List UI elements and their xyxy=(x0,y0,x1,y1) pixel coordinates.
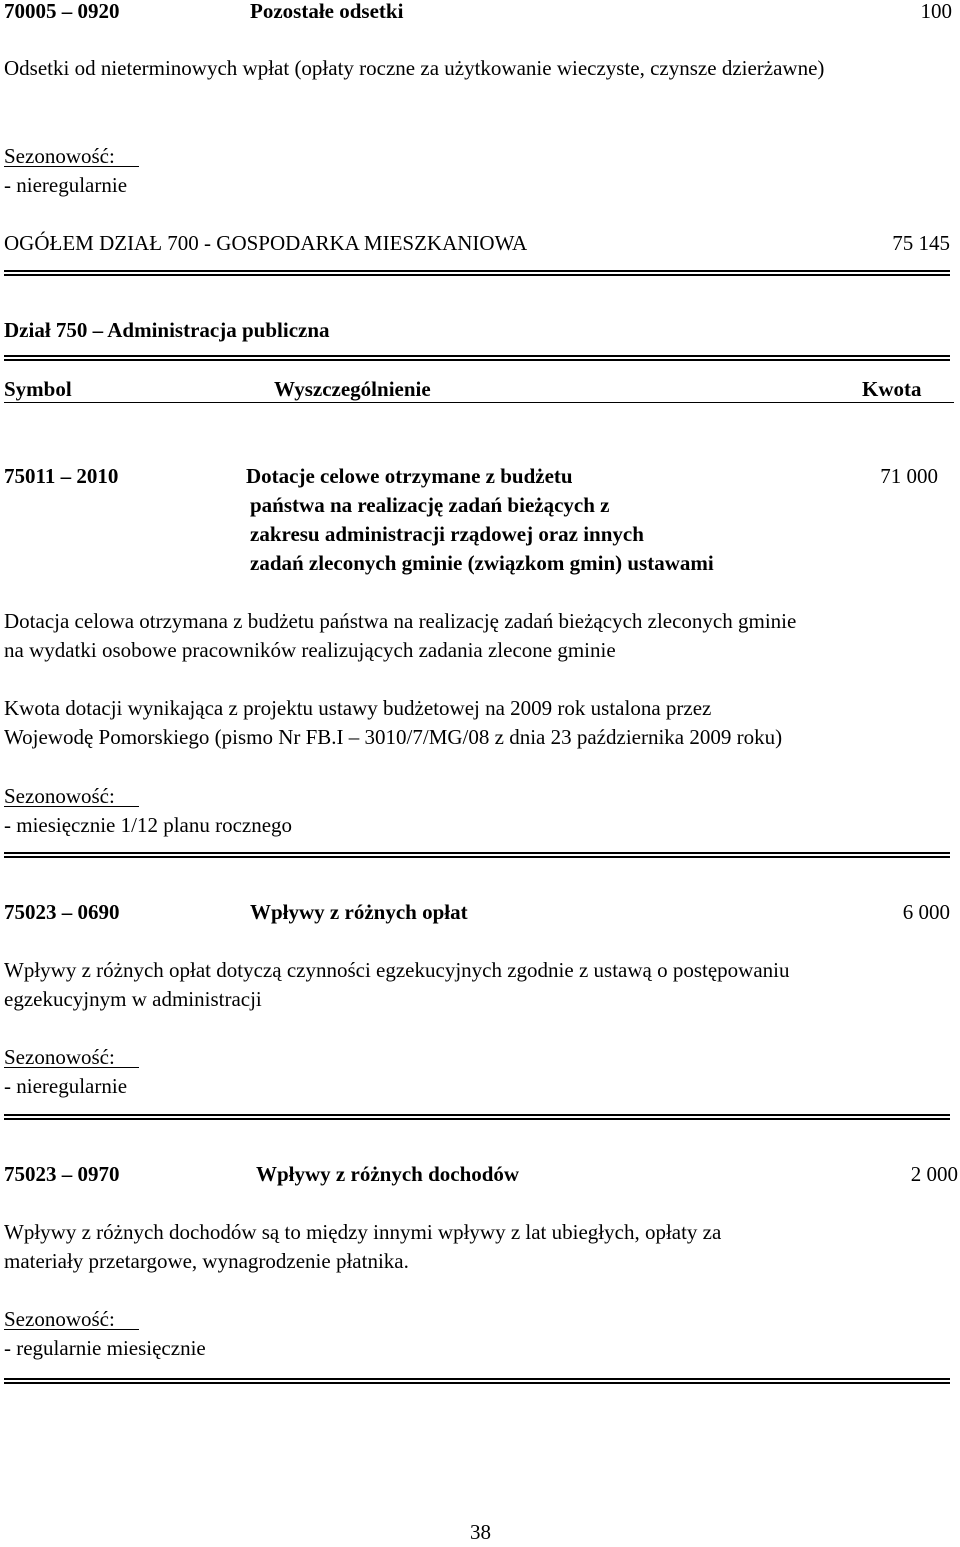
item-description-line: Wpływy z różnych dochodów są to między innymi wpływy z lat ubiegłych, opłaty za xyxy=(4,1220,722,1244)
seasonality-underline xyxy=(4,1067,139,1068)
header-amount: Kwota xyxy=(862,377,922,401)
page-number: 38 xyxy=(470,1520,491,1544)
item-code: 75011 – 2010 xyxy=(4,464,119,488)
item-amount: 71 000 xyxy=(880,464,938,488)
item-description-line: na wydatki osobowe pracowników realizujących zadania zlecone gminie xyxy=(4,638,616,662)
item-description-line: Wpływy z różnych opłat dotyczą czynności egzekucyjnych zgodnie z ustawą o postępowaniu xyxy=(4,958,790,982)
total-label: OGÓŁEM DZIAŁ 700 - GOSPODARKA MIESZKANIOWA xyxy=(4,231,528,255)
seasonality-label: Sezonowość: xyxy=(4,784,115,808)
item-title: Pozostałe odsetki xyxy=(250,0,404,23)
section-divider xyxy=(4,1378,950,1384)
seasonality-value: - nieregularnie xyxy=(4,173,128,197)
header-underline xyxy=(4,402,954,403)
item-description: Odsetki od nieterminowych wpłat (opłaty roczne za użytkowanie wieczyste, czynsze dzierżawne) xyxy=(4,56,825,80)
item-amount: 2 000 xyxy=(910,1162,958,1186)
item-note-line: Kwota dotacji wynikająca z projektu ustawy budżetowej na 2009 rok ustalona przez xyxy=(4,696,712,720)
header-symbol: Symbol xyxy=(4,377,72,401)
seasonality-underline xyxy=(4,1329,139,1330)
seasonality-label: Sezonowość: xyxy=(4,1045,115,1069)
seasonality-value: - regularnie miesięcznie xyxy=(4,1336,206,1360)
seasonality-value: - miesięcznie 1/12 planu rocznego xyxy=(4,813,293,837)
seasonality-label: Sezonowość: xyxy=(4,144,115,168)
item-amount: 6 000 xyxy=(902,900,950,924)
item-description-line: egzekucyjnym w administracji xyxy=(4,987,262,1011)
section-divider xyxy=(4,852,950,858)
seasonality-underline xyxy=(4,166,139,167)
total-amount: 75 145 xyxy=(892,231,950,255)
item-description-line: Dotacja celowa otrzymana z budżetu państwa na realizację zadań bieżących zleconych gminie xyxy=(4,609,797,633)
section-divider xyxy=(4,355,950,361)
item-code: 75023 – 0970 xyxy=(4,1162,120,1186)
item-code: 70005 – 0920 xyxy=(4,0,120,23)
section-divider xyxy=(4,1114,950,1120)
seasonality-value: - nieregularnie xyxy=(4,1074,128,1098)
item-note-line: Wojewodę Pomorskiego (pismo Nr FB.I – 3010/7/MG/08 z dnia 23 października 2009 roku) xyxy=(4,725,783,749)
item-title-line: Dotacje celowe otrzymane z budżetu xyxy=(246,464,573,488)
item-description-line: materiały przetargowe, wynagrodzenie płatnika. xyxy=(4,1249,409,1273)
header-description: Wyszczególnienie xyxy=(274,377,431,401)
item-title-line: zadań zleconych gminie (związkom gmin) ustawami xyxy=(250,551,714,575)
item-amount: 100 xyxy=(920,0,952,23)
item-title-line: państwa na realizację zadań bieżących z xyxy=(250,493,610,517)
item-code: 75023 – 0690 xyxy=(4,900,120,924)
seasonality-underline xyxy=(4,806,139,807)
seasonality-label: Sezonowość: xyxy=(4,1307,115,1331)
section-title: Dział 750 – Administracja publiczna xyxy=(4,318,330,342)
section-divider xyxy=(4,270,950,276)
item-title: Wpływy z różnych opłat xyxy=(250,900,468,924)
item-title-line: zakresu administracji rządowej oraz innych xyxy=(250,522,644,546)
item-title: Wpływy z różnych dochodów xyxy=(256,1162,520,1186)
